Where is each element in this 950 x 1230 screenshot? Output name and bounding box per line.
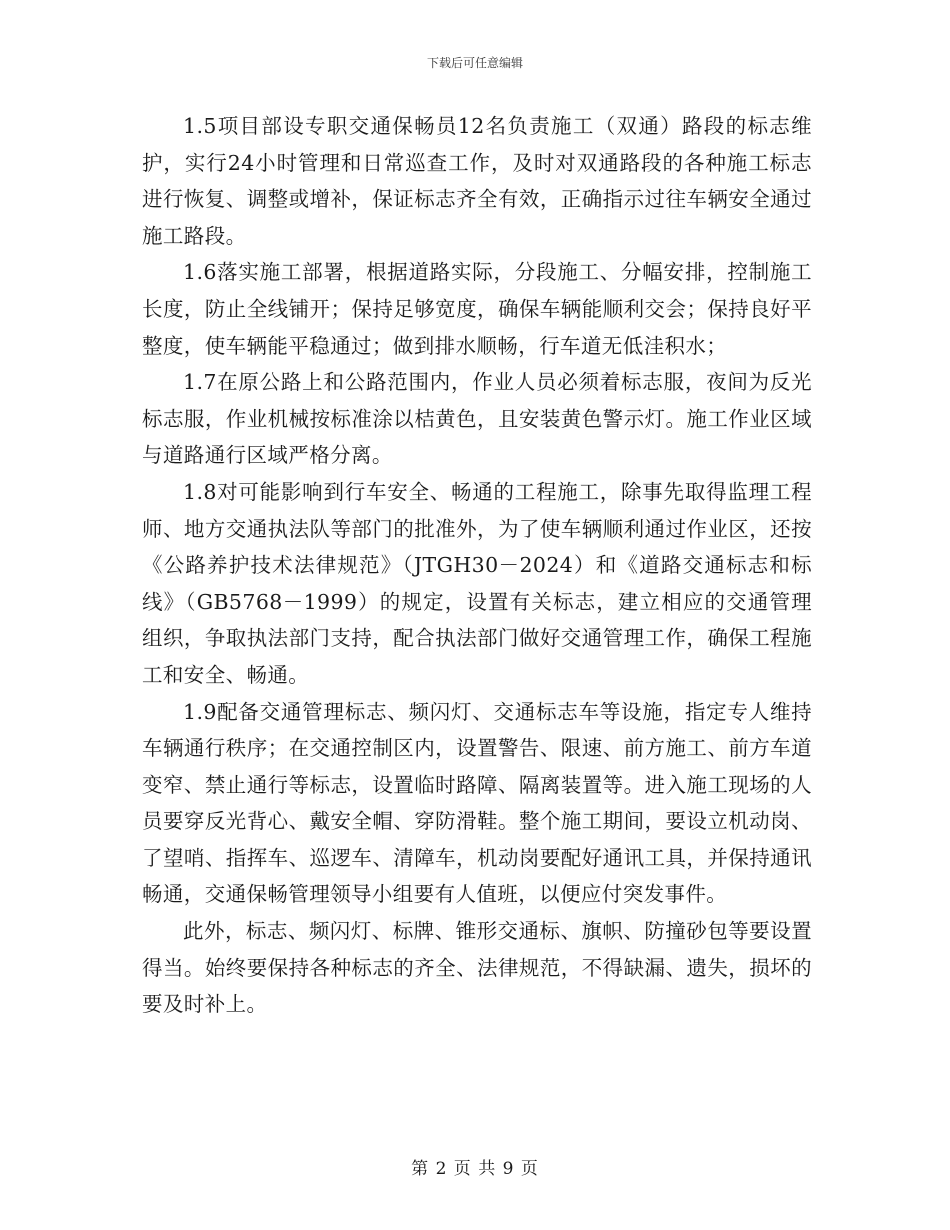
paragraph-1-7: 1.7在原公路上和公路范围内，作业人员必须着标志服，夜间为反光标志服，作业机械按标准涂以桔黄色，且安装黄色警示灯。施工作业区域与道路通行区域严格分离。 — [142, 370, 812, 468]
paragraph-closing: 此外，标志、频闪灯、标牌、锥形交通标、旗帜、防撞砂包等要设置得当。始终要保持各种标志的齐全、法律规范，不得缺漏、遗失，损坏的要及时补上。 — [142, 919, 812, 1017]
paragraph-1-5: 1.5项目部设专职交通保畅员12名负责施工（双通）路段的标志维护，实行24小时管理和日常巡查工作，及时对双通路段的各种施工标志进行恢复、调整或增补，保证标志齐全有效，正确指示过往车辆安全通过施工路段。 — [142, 114, 812, 248]
document-body — [142, 108, 812, 1023]
paragraph-1-9: 1.9配备交通管理标志、频闪灯、交通标志车等设施，指定专人维持车辆通行秩序；在交通控制区内，设置警告、限速、前方施工、前方车道变窄、禁止通行等标志，设置临时路障、隔离装置等。进入施工现场的人员要穿反光背心、戴安全帽、穿防滑鞋。整个施工期间，要设立机动岗、了望哨、指挥车、巡逻车、清障车，机动岗要配好通讯工具，并保持通讯畅通，交通保畅管理领导小组要有人值班，以便应付突发事件。 — [142, 699, 812, 907]
paragraph-1-8: 1.8对可能影响到行车安全、畅通的工程施工，除事先取得监理工程师、地方交通执法队等部门的批准外，为了使车辆顺利通过作业区，还按《公路养护技术法律规范》（JTGH30－2024）和《道路交通标志和标线》（GB5768－1999）的规定，设置有关标志，建立相应的交通管理组织，争取执法部门支持，配合执法部门做好交通管理工作，确保工程施工和安全、畅通。 — [142, 479, 812, 687]
page-number: 第 2 页 共 9 页 — [411, 1159, 539, 1179]
header-note: 下载后可任意编辑 — [426, 56, 523, 70]
paragraph-1-6: 1.6落实施工部署，根据道路实际，分段施工、分幅安排，控制施工长度，防止全线铺开；保持足够宽度，确保车辆能顺利交会；保持良好平整度，使车辆能平稳通过；做到排水顺畅，行车道无低洼积水； — [142, 260, 812, 358]
